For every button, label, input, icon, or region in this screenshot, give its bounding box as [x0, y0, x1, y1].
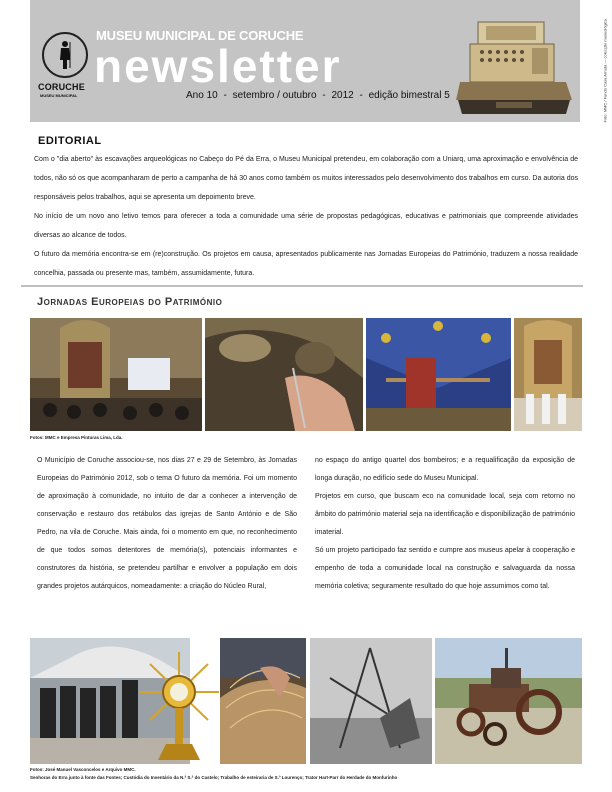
edition-issue: Ano 10	[186, 90, 218, 101]
editorial-body	[34, 150, 578, 283]
article-paragraph: Projetos em curso, que buscam eco na comunidade local, seja com retorno no âmbito do património material seja na identificação e disponibilização de património imaterial.	[315, 493, 575, 536]
photo-credit-vertical	[597, 8, 607, 128]
altar-restoration-photo	[366, 318, 511, 431]
cash-register-photo	[456, 20, 572, 116]
bottom-caption-line: Fotos: José Manuel Vasconcelos e Arquivo MMC.	[30, 767, 136, 772]
newsletter-word: newsletter	[94, 40, 342, 92]
edition-separator: -	[359, 90, 363, 101]
article-paragraph: O Município de Coruche associou-se, nos dias 27 e 29 de Setembro, às Jornadas Europeias do Património 2012, sob o tema O futuro da memória. Foi um momento de aproximação à comunidade, no intuito de dar a conhecer a intervenção de conservação e restauro dos retábulos das igrejas de Santo António e de São Pedro, na vila de Coruche. Mais ainda, foi o momento em que, no reconhecimento de que todos somos detentores de memória(s), potenciais informantes e construtores da história, se pretendeu partilhar e envolver a população em dois grandes projetos autárquicos, nomeadamente: a criação do Núcleo Rural,	[37, 457, 297, 590]
monstrance-photo	[138, 650, 220, 765]
logo-emblem-icon	[42, 32, 88, 78]
editorial-title: EDITORIAL	[38, 135, 102, 147]
article-column-right	[315, 452, 575, 596]
editorial-paragraph: O futuro da memória encontra-se em (re)construção. Os projetos em causa, apresentados publicamente nas Jornadas Europeias do Património, traduzem a nossa realidade concelhia, passada ou presente mas, também, assumidamente, futura.	[34, 251, 578, 277]
editorial-paragraph: No início de um novo ano letivo temos para oferecer a toda a comunidade uma série de propostas pedagógicas, educativas e patrimoniais que compreende atividades diversas ao alcance de todos.	[34, 213, 578, 239]
old-tools-photo	[310, 638, 432, 764]
logo-name: CORUCHE	[38, 82, 85, 92]
bottom-caption-line: Senhoras do Erra junto à fonte das Fontes; Custódia do Inventário da N.ª S.ª do Castelo; Trabalho de esteiraria de S.º Lourenço; Trator Hart-Parr do Herdade do Monfurinho	[30, 775, 398, 780]
masthead	[30, 0, 580, 122]
tractor-photo	[435, 638, 582, 764]
edition-type: edição bimestral 5	[368, 90, 450, 101]
basket-weaving-photo	[220, 638, 306, 764]
restoration-hands-photo	[205, 318, 363, 431]
article-paragraph: Só um projeto participado faz sentido e cumpre aos museus apelar à cooperação e empenho de toda a comunidade local na construção e salvaguarda da nossa memória coletiva; seguramente resultado do que hoje assumimos como tal.	[315, 547, 575, 590]
bottom-photo-caption	[30, 766, 397, 782]
edition-months: setembro / outubro	[232, 90, 317, 101]
museum-title: MUSEU MUNICIPAL DE CORUCHE	[96, 28, 304, 43]
figure-icon	[58, 40, 72, 70]
altarpiece-photo	[514, 318, 582, 431]
article-column-left	[37, 452, 297, 596]
article-paragraph: no espaço do antigo quartel dos bombeiros; e a requalificação da exposição de longa duração, no edifício sede do Museu Municipal.	[315, 457, 575, 482]
logo-subtitle: MUSEU MUNICIPAL	[40, 93, 78, 98]
edition-line	[186, 90, 450, 101]
top-photo-caption: Fotos: MMC e Empresa Pinturas Lima, Lda.	[30, 435, 123, 440]
edition-separator: -	[322, 90, 326, 101]
edition-separator: -	[223, 90, 227, 101]
church-presentation-photo	[30, 318, 202, 431]
section-title: Jornadas Europeias do Património	[37, 296, 223, 308]
section-divider	[21, 285, 583, 287]
newsletter-title	[94, 28, 342, 92]
editorial-paragraph: Com o "dia aberto" às escavações arqueológicas no Cabeço do Pé da Erra, o Museu Municipal pretendeu, em colaboração com a Uniarq, uma aproximação e envolvência de todos, não só os que acompanharam de perto a campanha de há 30 anos como também os muitos interessados pelo desenvolvimento dos trabalhos em curso. Da autoria dos responsáveis pelos trabalhos, aqui se apresenta um depoimento breve.	[34, 156, 578, 201]
photo-credit-text: Foto: MMC / Fundo Casa Arruda — colecção museológica	[602, 19, 608, 123]
edition-year: 2012	[331, 90, 354, 101]
